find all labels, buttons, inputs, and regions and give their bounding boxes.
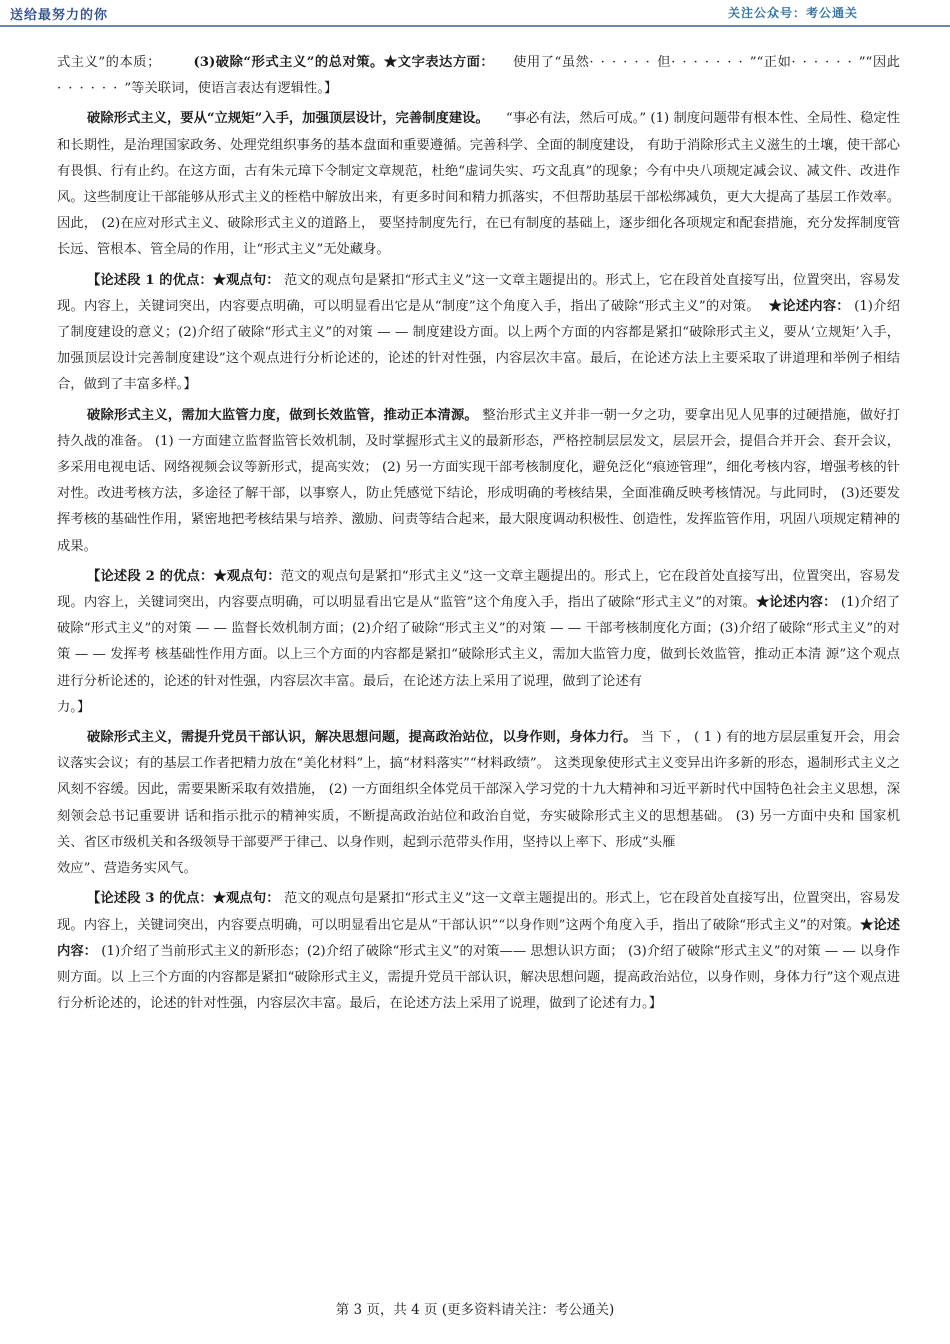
page-header xyxy=(0,0,950,40)
text-segment: (1)介绍了破除“形式主义”的对策 — — 监督长效机制方面；(2)介绍了破除“形式主义”的对策 — — 干部考核制度化方面；(3)介绍了破除“形式主义”的对策 — — 发挥考 核基础性作用方面。以上三个方面的内容都是紧扣“破除形式主义，需加大监管力度，做到长效监管，推动正本清 源”这个观点进行分析论述的，论述的针对性强，内容层次丰富。最后，在论述方法上采用了说理，做到了论述有 xyxy=(57,595,900,689)
header-slogan: 送给最努力的你 xyxy=(10,8,109,23)
text-segment: ”等关联词，使语言表达有逻辑性。】 xyxy=(124,81,338,97)
text-segment: 式主义”的本质； xyxy=(57,55,161,70)
paragraph-intro-tail xyxy=(57,50,900,102)
text-segment: 整治形式主义并非一朝一夕之功，要拿出见人见事的过硬措施，做好打持久战的准备。 (1) 一方面建立监督监管长效机制，及时掌握形式主义的最新形态，严格控制层层发文，层层开会，提倡合并开会、套开会议，多采用电视电话、网络视频会议等新形式，提高实效； (2) 另一方面实现干部考核制度化，避免泛化“痕迹管理”，细化考核内容，增强考核的针对性。改进考核方法，多途径了解干部，以事察人，防止凭感觉下结论，形成明确的考核结果，全面准确反映考核情况。与此同时， (3)还要发挥考核的基础性作用，紧密地把考核结果与培养、激励、问责等结合起来，最大限度调动积极性、创造性，发挥监管作用，巩固八项规定精神的成果。 xyxy=(57,407,900,554)
ellipsis-dots: ······· xyxy=(671,55,750,70)
paragraph-comment-2 xyxy=(57,564,900,695)
text-segment: 但 xyxy=(656,55,672,70)
comment-heading: 【论述段 2 的优点：★观点句： xyxy=(87,568,281,584)
comment-subheading: ★论述内容： xyxy=(57,917,900,959)
ellipsis-dots: ······ xyxy=(57,81,125,97)
text-segment: 当 下 ， ( 1 ) 有的地方层层重复开会，用会议落实会议；有的基层工作者把精力放在“美化材料”上，搞“材料落实”“材料政绩”。 这类现象使形式主义变异出许多新的形态，遏制形式主义之风刻不容缓。因此，需要果断采取有效措施， (2) 一方面组织全体党员干部深入学习党的十九大精神和习近平新时代中国特色社会主义思想，深刻领会总书记重要讲 话和指示批示的精神实质，不断提高政治站位和政治自觉，夯实破除形式主义的思想基础。 (3) 另一方面中央和 国家机关、省区市级机关和各级领导干部要严于律己、以身作则，起到示范带头作用，坚持以上率下、形成“头雁 xyxy=(57,730,901,850)
header-account: 关注公众号：考公通关 xyxy=(727,6,858,20)
topic-sentence: 破除形式主义，需提升党员干部认识，解决思想问题，提高政治站位，以身作则，身体力行。 xyxy=(87,730,637,746)
topic-sentence: 破除形式主义，需加大监管力度，做到长效监管，推动正本清源。 xyxy=(87,407,478,423)
text-segment: (1)介绍了制度建设的意义；(2)介绍了破除“形式主义”的对策 — — 制度建设方面。以上两个方面的内容都是紧扣“破除形式主义，要从‘立规矩’入手，加强顶层设计完善制度建设”这个观点进行分析论述的，论述的针对性强，内容层次丰富。最后，在论述方法上主要采取了讲道理和举例子相结合，做到了丰富多样。】 xyxy=(57,298,900,393)
bold-segment: (3)破除“形式主义”的总对策。★文字表达方面： xyxy=(193,55,495,70)
paragraph-comment-2-tail: 力。】 xyxy=(57,699,91,715)
text-segment: 使用了“虽然 xyxy=(513,55,590,70)
paragraph-argument-3 xyxy=(57,725,900,856)
comment-heading: 【论述段 3 的优点：★观点句： xyxy=(87,891,280,907)
text-segment: (1)介绍了当前形式主义的新形态；(2)介绍了破除“形式主义”的对策—— 思想认识方面； (3)介绍了破除“形式主义”的对策 — — 以身作则方面。以 上三个方面的内容都是紧扣“破除形式主义，需提升党员干部认识，解决思想问题，提高政治站位，以身作则，身体力行”这个观点进行分析论述的，论述的针对性强，内容层次丰富。最后，在论述方法上采用了说理，做到了论述有力。】 xyxy=(57,943,901,1012)
paragraph-argument-3-tail: 效应”、营造务实风气。 xyxy=(57,861,197,877)
text-segment: 范文的观点句是紧扣“形式主义”这一文章主题提出的。形式上，它在段首处直接写出，位置突出，容易发现。内容上，关键词突出，内容要点明确，可以明显看出它是从“制度”这个角度入手，指出了破除“形式主义”的对策。 xyxy=(57,272,900,314)
text-segment: ”“因此 xyxy=(858,55,900,70)
paragraph-argument-1 xyxy=(57,106,900,263)
text-segment: ”“正如 xyxy=(749,55,792,70)
text-segment: “事必有法，然后可成。” (1) 制度问题带有根本性、全局性、稳定性和长期性，是治理国家政务、处理党组织事务的基本盘面和重要遵循。完善科学、全面的制度建设， 有助于消除形式主义滋生的土壤，使干部心有畏惧、行有止约。在这方面，古有朱元璋下令制定文章规范，杜绝“虚词失实、巧文乱真”的现象；今有中央八项规定减会议、减文件、改进作风。这些制度让干部能够从形式主义的桎梏中解放出来，有更多时间和精力抓落实，不但帮助基层干部松绑减负，更大大提高了基层工作效率。 因此， (2)在应对形式主义、破除形式主义的道路上， 要坚持制度先行，在已有制度的基础上，逐步细化各项规定和配套措施，充分发挥制度管长远、管根本、管全局的作用，让“形式主义”无处藏身。 xyxy=(57,111,900,258)
paragraph-argument-2 xyxy=(57,403,900,560)
comment-subheading: ★论述内容： xyxy=(755,595,837,611)
ellipsis-dots: ······ xyxy=(791,55,859,70)
text-segment: 范文的观点句是紧扣“形式主义”这一文章主题提出的。形式上，它在段首处直接写出，位置突出，容易发现。内容上，关键词突出，内容要点明确，可以明显看出它是从“干部认识”“以身作则”这两个角度入手，指出了破除“形式主义”的对策。 xyxy=(57,891,900,933)
paragraph-comment-3 xyxy=(57,886,900,1017)
paragraph-comment-1 xyxy=(57,268,900,399)
comment-heading: 【论述段 1 的优点：★观点句： xyxy=(87,272,280,288)
page-footer: 第 3 页，共 4 页 (更多资料请关注：考公通关) xyxy=(335,1302,615,1318)
header-rule xyxy=(0,25,950,27)
topic-sentence: 破除形式主义，要从“立规矩”入手，加强顶层设计，完善制度建设。 xyxy=(87,111,489,127)
document-body xyxy=(57,50,900,1017)
comment-subheading: ★论述内容： xyxy=(768,298,850,314)
text-segment: 范文的观点句是紧扣“形式主义”这一文章主题提出的。形式上，它在段首处直接写出，位置突出，容易发现。内容上，关键词突出，内容要点明确，可以明显看出它是从“监管”这个角度入手，指出了破除“形式主义”的对策。 xyxy=(57,568,900,611)
ellipsis-dots: ······ xyxy=(589,55,657,70)
